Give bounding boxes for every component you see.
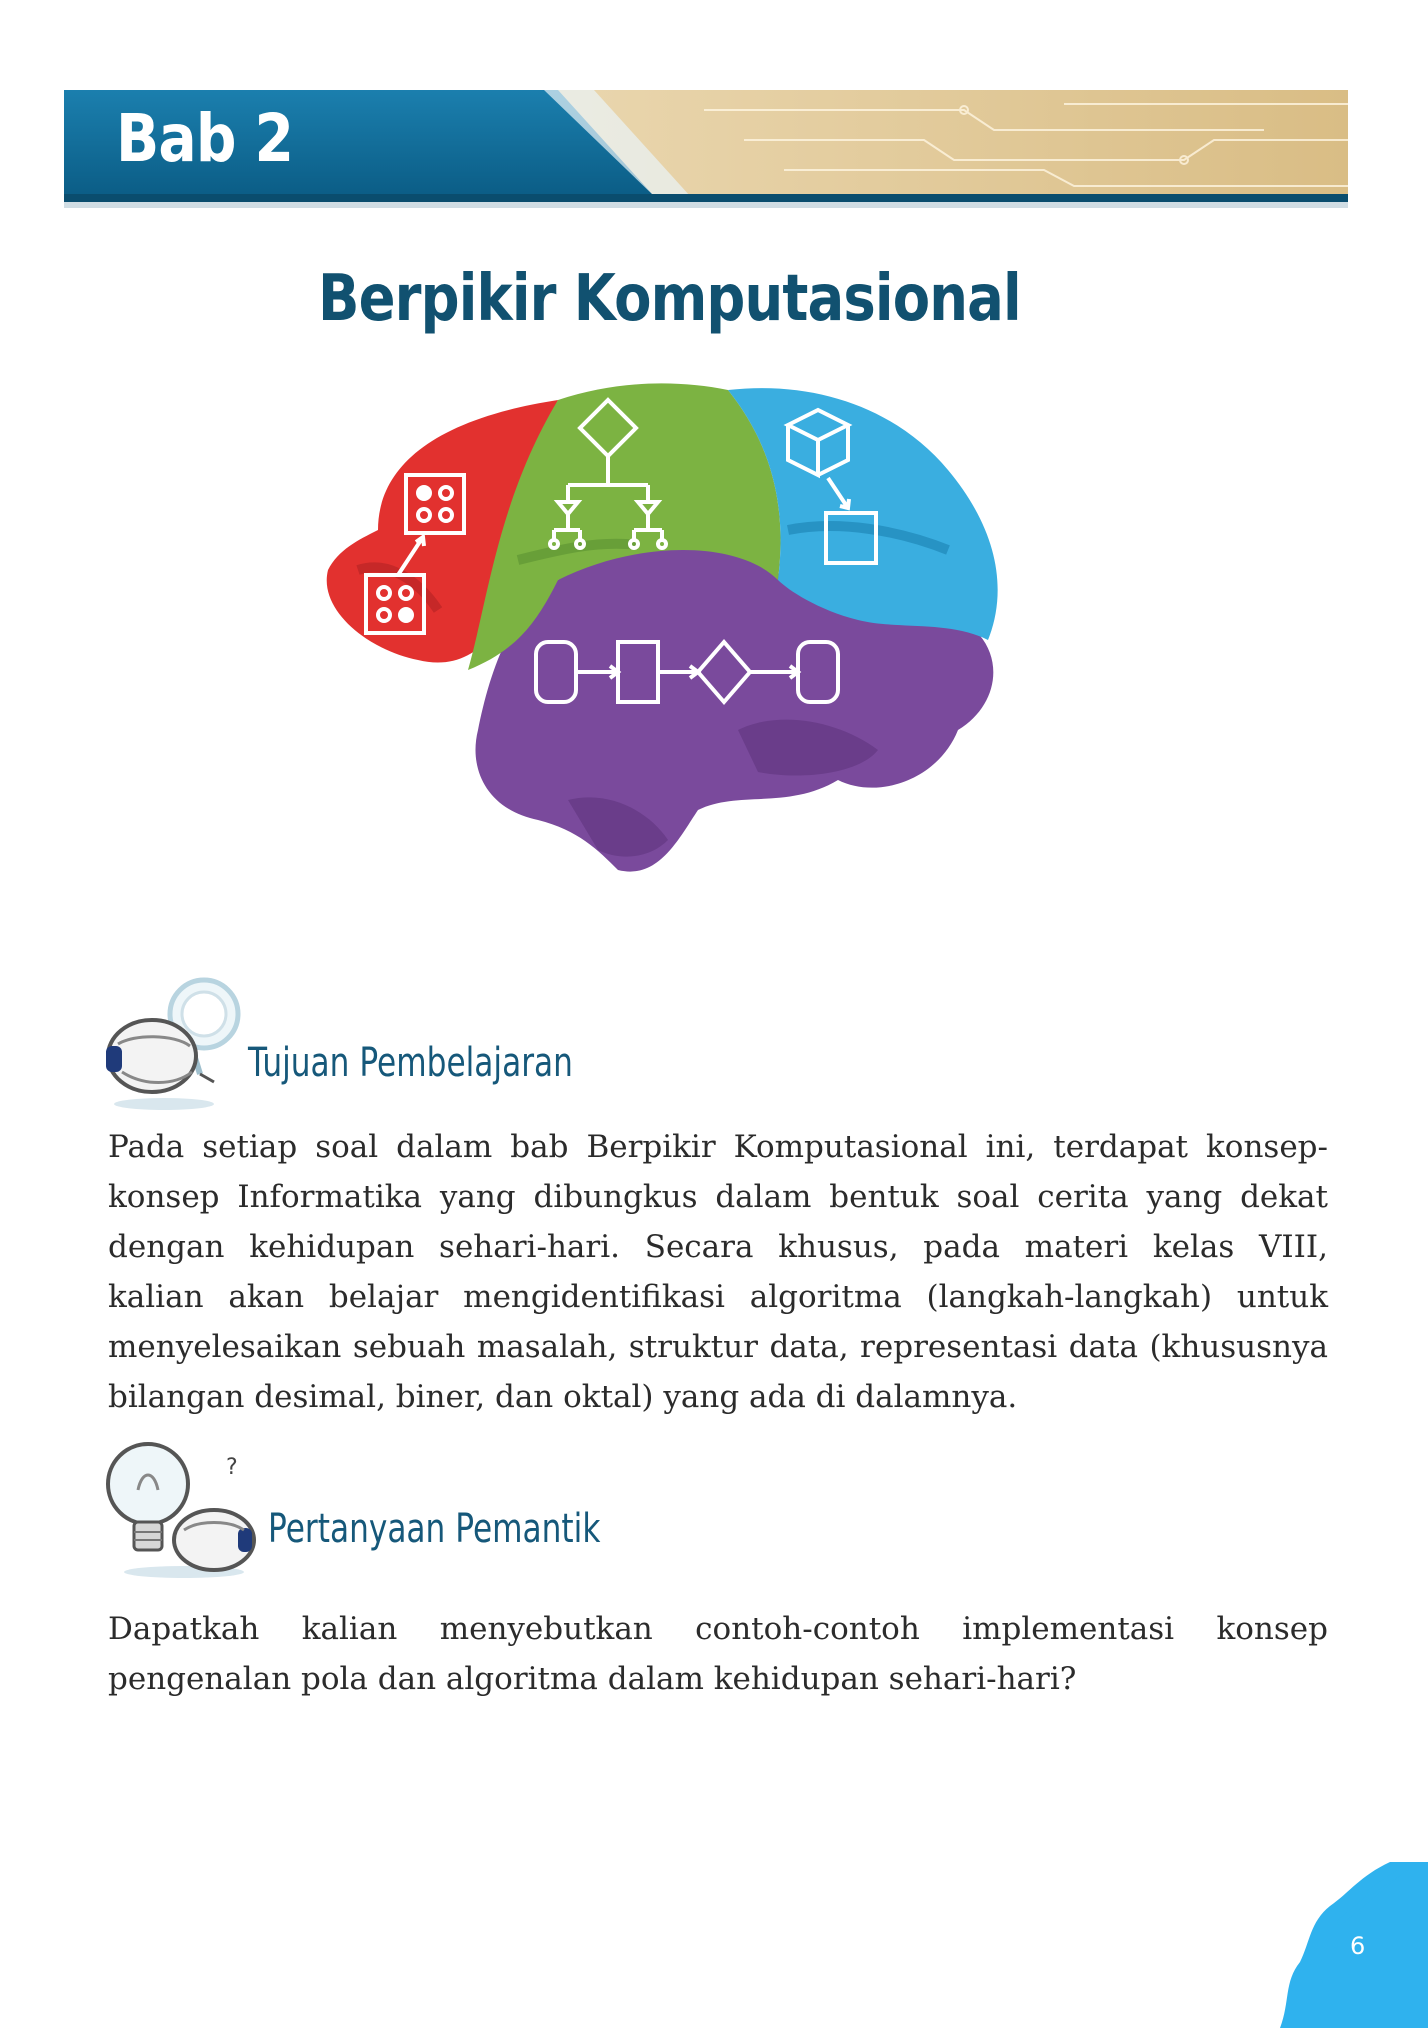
paragraph-line: konsep Informatika yang dibungkus dalam bentuk soal cerita yang dekat (108, 1179, 1328, 1215)
paragraph-line: Pada setiap soal dalam bab Berpikir Komputasional ini, terdapat konsep- (108, 1129, 1328, 1165)
lightbulb-robot-icon (104, 1440, 274, 1584)
paragraph-line: kalian akan belajar mengidentifikasi algoritma (langkah-langkah) untuk (108, 1279, 1328, 1315)
section-heading-tujuan: Tujuan Pembelajaran (248, 1040, 573, 1086)
chapter-title: Berpikir Komputasional (318, 262, 1021, 336)
brain-computational-thinking-icon (318, 380, 1018, 884)
paragraph-line: bilangan desimal, biner, dan oktal) yang ada di dalamnya. (108, 1379, 1018, 1415)
robot-magnifier-icon (104, 974, 254, 1118)
paragraph-line: pengenalan pola dan algoritma dalam kehidupan sehari-hari? (108, 1661, 1077, 1697)
svg-text:?: ? (226, 1455, 238, 1480)
page-number: 6 (1350, 1932, 1366, 1960)
paragraph-line: Dapatkah kalian menyebutkan contoh-contoh implementasi konsep (108, 1611, 1328, 1647)
paragraph-line: dengan kehidupan sehari-hari. Secara khusus, pada materi kelas VIII, (108, 1229, 1328, 1265)
paragraph-tujuan (108, 1122, 1328, 1422)
paragraph-line: menyelesaikan sebuah masalah, struktur data, representasi data (khususnya (108, 1329, 1328, 1365)
paragraph-pemantik (108, 1604, 1328, 1704)
chapter-label: Bab 2 (116, 100, 294, 177)
section-heading-pemantik: Pertanyaan Pemantik (268, 1506, 601, 1552)
